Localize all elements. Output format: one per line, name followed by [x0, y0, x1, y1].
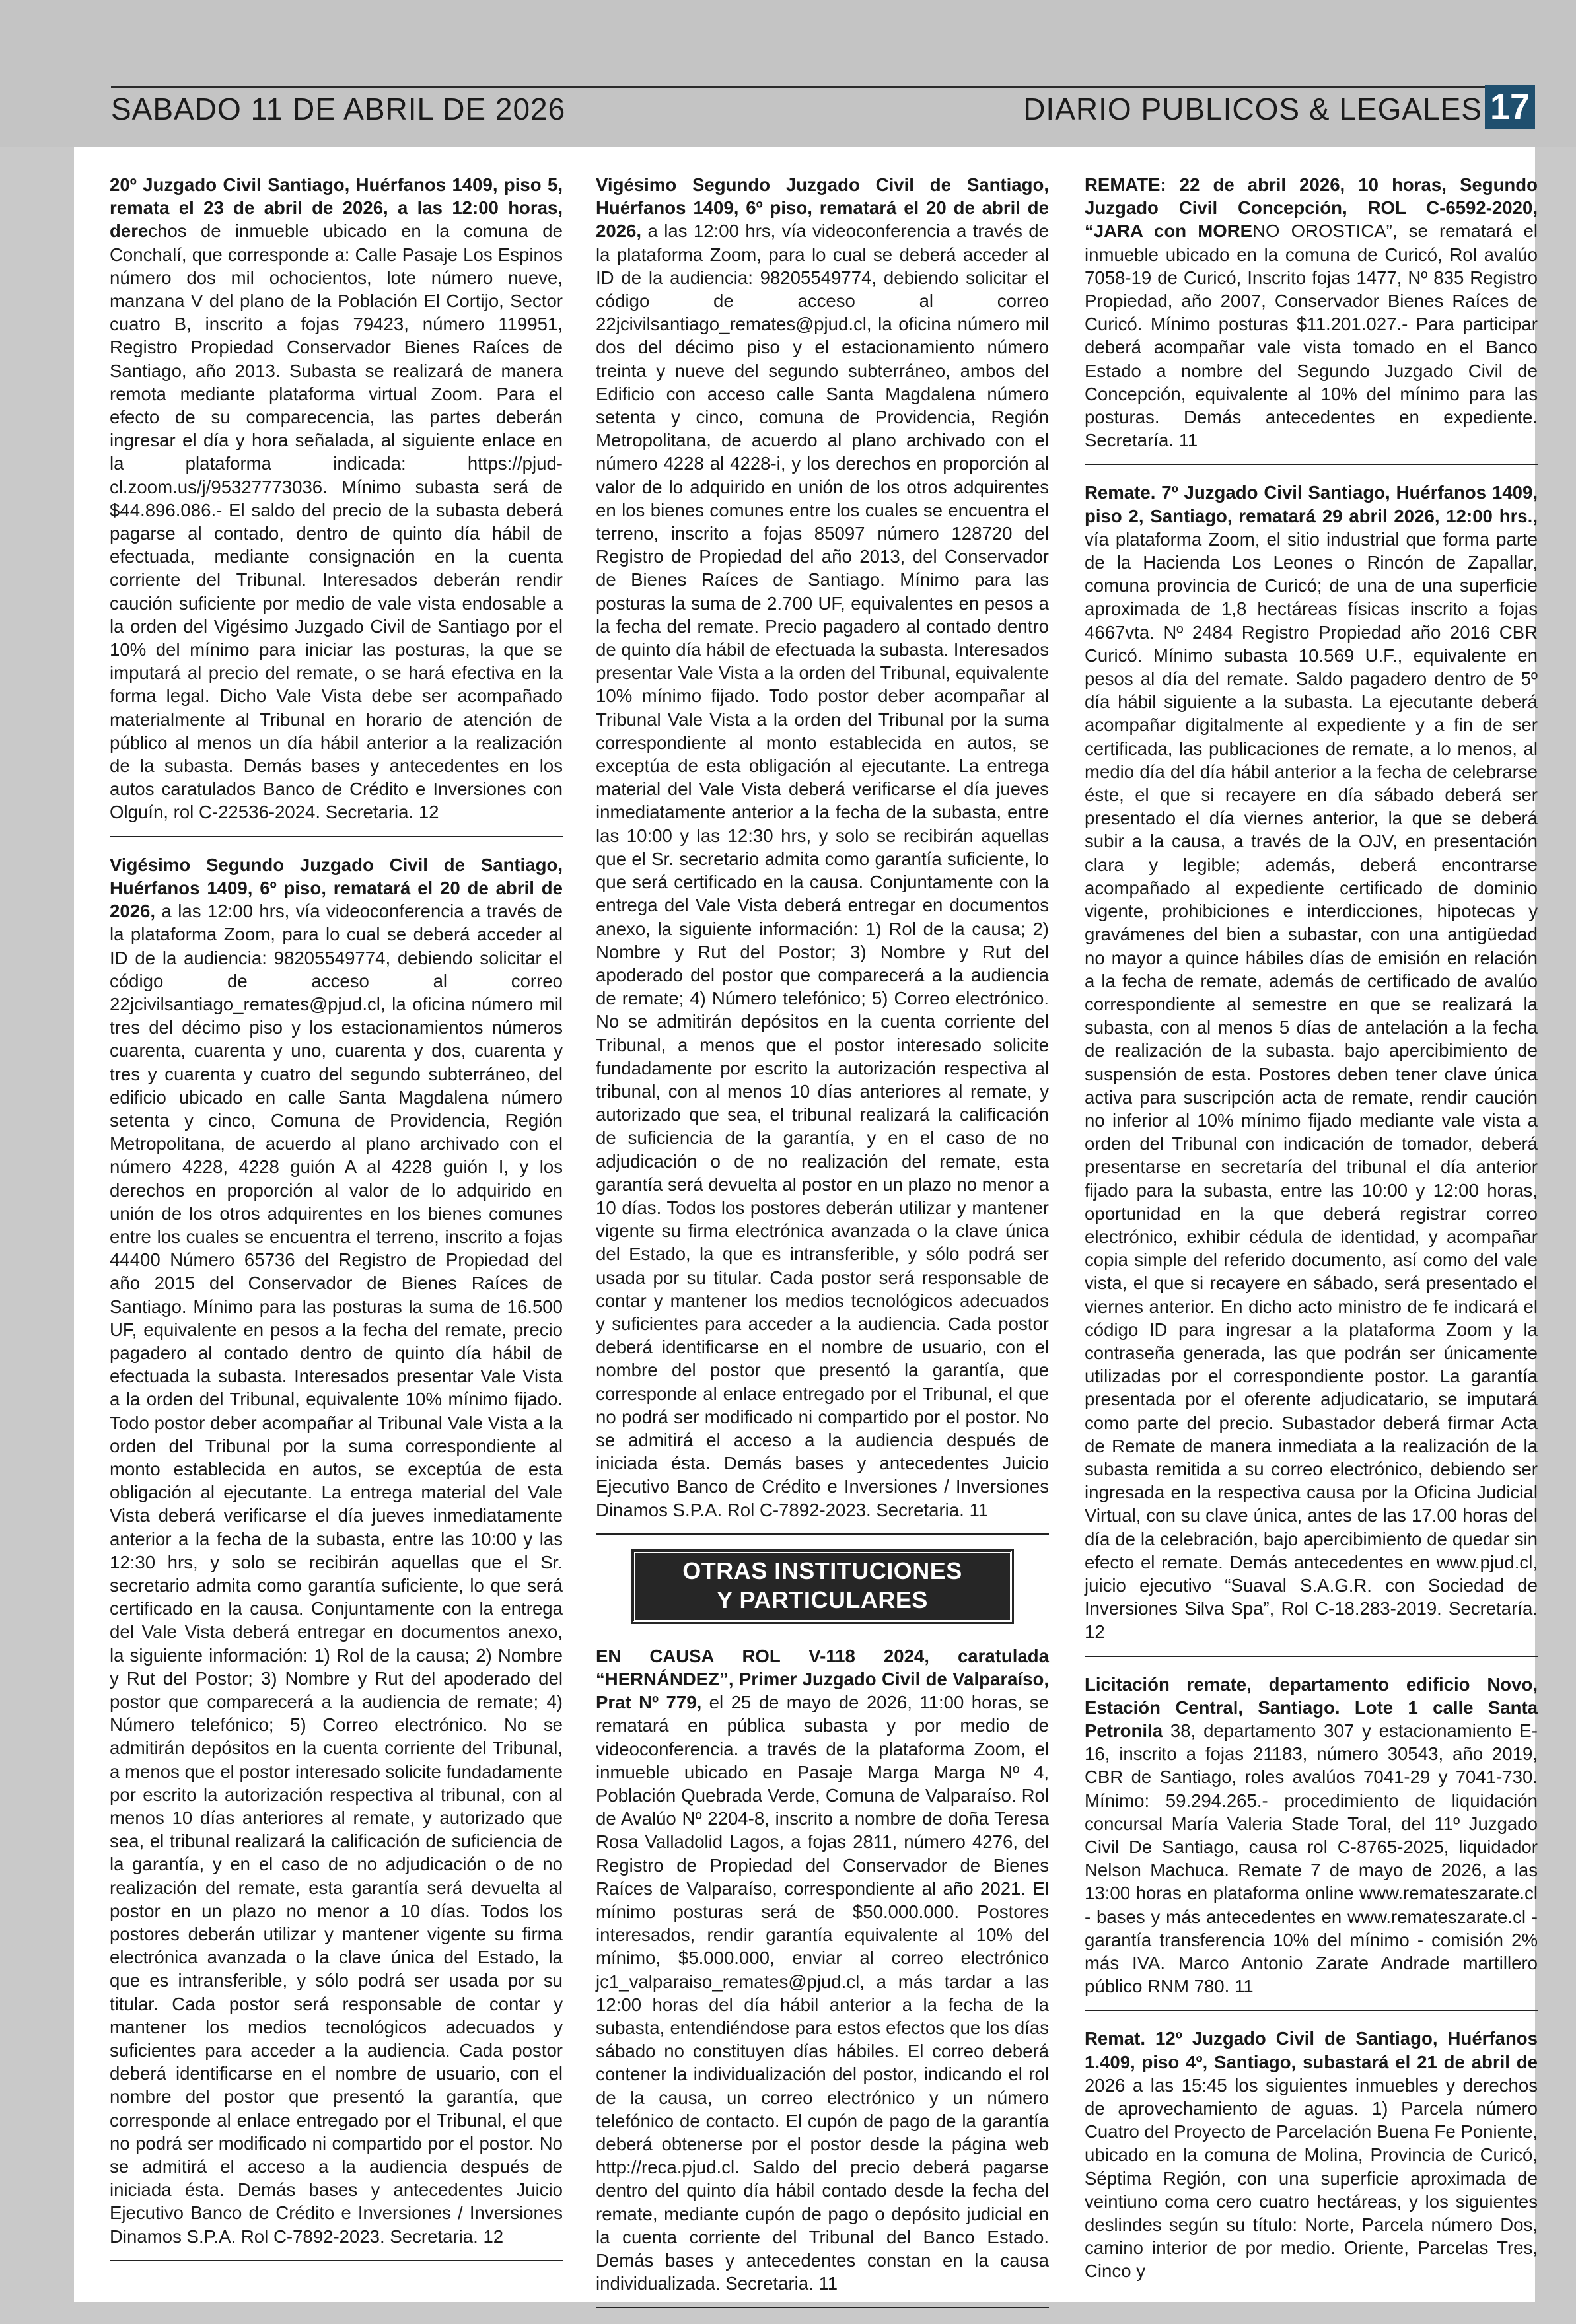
notice-divider	[110, 836, 563, 837]
column-2	[596, 173, 1049, 2324]
notice-body: NO OROSTICA”, se rematará el inmueble ubicado en la comuna de Curicó, Rol avalúo 7058-19 de Curicó, Inscrito fojas 1477, Nº 835 Registro Propiedad, año 2007, Conservador Bienes Raíces de Curicó. Mínimo posturas $11.201.027.- Para participar deberá acompañar vale vista tomado en el Banco Estado a nombre del Segundo Juzgado Civil de Concepción, equivalente al 10% del mínimo para las posturas. Demás antecedentes en expediente. Secretaría. 11	[1085, 221, 1538, 451]
section-title-line1: OTRAS INSTITUCIONES	[682, 1557, 962, 1584]
notice-divider	[1085, 2010, 1538, 2011]
legal-notice	[1085, 173, 1538, 452]
notice-divider	[110, 2260, 563, 2261]
notice-heading: Vigésimo Segundo Juzgado Civil de Santiago, Huérfanos 1409, 6º piso, rematará el 20 de abril de 2026,	[110, 854, 563, 922]
notice-body: a las 12:00 hrs, vía videoconferencia a través de la plataforma Zoom, para lo cual se deberá acceder al ID de la audiencia: 98205549774, debiendo solicitar el código de acceso al correo 22jcivilsantiago_remates@pjud.cl, la oficina número mil dos del décimo piso y el estacionamiento número treinta y nueve del segundo subterráneo, ambos del Edificio con acceso calle Santa Magdalena número setenta y cinco, comuna de Providencia, Región Metropolitana, de acuerdo al plano archivado con el número 4228 al 4228-i, y los derechos en proporción al valor de lo adquirido en unión de los otros adquirentes en los bienes comunes entre los cuales se encuentra el terreno, inscrito a fojas 85097 número 128720 del Registro de Propiedad del año 2013, del Conservador de Bienes Raíces de Santiago. Mínimo para las posturas la suma de 2.700 UF, equivalentes en pesos a la fecha del remate. Precio pagadero al contado dentro de quinto día hábil de efectuada la subasta. Interesados presentar Vale Vista a la orden del Tribunal, equivalente 10% mínimo fijado. Todo postor deber acompañar al Tribunal Vale Vista a la orden del Tribunal por la suma correspondiente al monto establecida en autos, se exceptúa de esta obligación al ejecutante. La entrega material del Vale Vista deberá verificarse el día jueves inmediatamente anterior a la fecha de la subasta, entre las 10:00 y las 12:30 hrs, y solo se recibirán aquellas que el Sr. secretario admita como garantía suficiente, lo que será certificado en la causa. Conjuntamente con la entrega del Vale Vista deberá entregar en documentos anexo, la siguiente información: 1) Rol de la causa; 2) Nombre y Rut del Postor; 3) Nombre y Rut del apoderado del postor que comparecerá a la audiencia de remate; 4) Número telefónico; 5) Correo electrónico. No se admitirán depósitos en la cuenta corriente del Tribunal, a menos que el postor interesado solicite fundadamente por escrito la autorización respectiva al tribunal, con al menos 10 días anteriores al remate, y autorizado que sea, el tribunal realizará la calificación de suficiencia de la garantía, y en el caso de no adjudicación o de no realización del remate, esta garantía será devuelta al postor en un plazo no menor a 10 días. Todos los postores deberán utilizar y mantener vigente su firma electrónica avanzada o la clave única del Estado, la que es intransferible, y sólo podrá ser usada por su titular. Cada postor será responsable de contar y mantener los medios tecnológicos adecuados y suficientes para acceder a la audiencia. Cada postor deberá identificarse en el nombre de usuario, con el nombre del postor que presentó la garantía, que corresponde al enlace entregado por el Tribunal, el que no podrá ser modificado ni compartido por el postor. No se admitirá el acceso a la audiencia después de iniciada ésta. Demás bases y antecedentes Juicio Ejecutivo Banco de Crédito e Inversiones / Inversiones Dinamos S.P.A. Rol C-7892-2023. Secretaria. 11	[596, 221, 1049, 1520]
section-banner	[633, 1551, 1012, 1622]
notice-body: 38, departamento 307 y estacionamiento E-16, inscrito a fojas 21183, número 30543, año 2019, CBR de Santiago, roles avalúos 7041-29 y 7041-730. Mínimo: 59.294.265.- procedimiento de liquidación concursal María Valeria Stade Toral, del 11º Juzgado Civil De Santiago, causa rol C-8765-2025, liquidador Nelson Machuca. Remate 7 de mayo de 2026, a las 13:00 horas en plataforma online www.remateszarate.cl - bases y más antecedentes en www.remateszarate.cl - garantía transferencia 10% del mínimo - comisión 2% más IVA. Marco Antonio Zarate Andrade martillero público RNM 780. 11	[1085, 1720, 1538, 1997]
section-title-line2: Y PARTICULARES	[717, 1586, 928, 1613]
notice-body: chos de inmueble ubicado en la comuna de Conchalí, que corresponde a: Calle Pasaje Los Espinos número dos mil ochocientos, lote número nueve, manzana V del plano de la Población El Cortijo, Sector cuatro B, inscrito a fojas 79423, número 119951, Registro Propiedad Conservador Bienes Raíces de Santiago, año 2013. Subasta se realizará de manera remota mediante plataforma virtual Zoom. Para el efecto de su comparecencia, las partes deberán ingresar el día y hora señalada, al siguiente enlace en la plataforma indicada: https://pjud-cl.zoom.us/j/95327773036. Mínimo subasta será de $44.896.086.- El saldo del precio de la subasta deberá pagarse al contado, dentro de quinto día hábil de efectuada, mediante consignación en la cuenta corriente del Tribunal. Interesados deberán rendir caución suficiente por medio de vale vista endosable a la orden del Vigésimo Juzgado Civil de Santiago por el 10% del mínimo para iniciar las posturas, la que se imputará al precio del remate, o se hará efectiva en la forma legal. Dicho Vale Vista debe ser acompañado materialmente al Tribunal en horario de atención de público al menos un día hábil anterior a la realización de la subasta. Demás bases y antecedentes en los autos caratulados Banco de Crédito e Inversiones con Olguín, rol C-22536-2024. Secretaria. 12	[110, 221, 563, 823]
notice-heading: EN CAUSA ROL V-118 2024, caratulada “HERNÁNDEZ”, Primer Juzgado Civil de Valparaíso, Prat Nº 779,	[596, 1645, 1049, 1713]
notice-divider	[1085, 1656, 1538, 1657]
notice-body: vía plataforma Zoom, el sitio industrial que forma parte de la Hacienda Los Leones o Rincón de Zapallar, comuna provincia de Curicó; de una de una superficie aproximada de 1,8 hectáreas físicas inscrito a fojas 4667vta. Nº 2484 Registro Propiedad año 2016 CBR Curicó. Mínimo subasta 10.569 U.F., equivalente en pesos al día del remate. Saldo pagadero dentro de 5º día hábil siguiente a la subasta. La ejecutante deberá acompañar digitalmente al expediente y a fin de ser certificada, las publicaciones de remate, a lo menos, al medio día del día hábil anterior a la fecha de celebrarse éste, el que si recayere en día sábado deberá ser presentado el día viernes anterior, la que se deberá subir a la causa, a través de la OJV, en presentación clara y legible; además, deberá encontrarse acompañado al expediente certificado de dominio vigente, prohibiciones e interdicciones, hipotecas y gravámenes del bien a subastar, con una antigüedad no mayor a quince hábiles días de emisión en relación a la fecha de remate, además de certificado de avalúo correspondiente al semestre en que se realizará la subasta, con al menos 5 días de antelación a la fecha de realización de la subasta. bajo apercibimiento de suspensión de esta. Postores deben tener clave única activa para suscripción acta de remate, rendir caución no inferior al 10% mínimo fijado mediante vale vista a orden del Tribunal con indicación de tomador, deberá presentarse en secretaría del tribunal el día anterior fijado para la subasta, entre las 10:00 y 12:00 horas, oportunidad en la que deberá registrar correo electrónico, exhibir cédula de identidad, y acompañar copia simple del referido documento, así como del vale vista, el que si recayere en sábado, será presentado el viernes anterior. En dicho acto ministro de fe indicará el código ID para ingresar a la plataforma Zoom y la contraseña generada, las que podrán ser únicamente utilizadas por el correspondiente postor. La garantía presentada por el oferente adjudicatario, se imputará como parte del precio. Subastador deberá firmar Acta de Remate de manera inmediata a la realización de la subasta remitida a su correo electrónico, debiendo ser ingresada en la respectiva causa por la Oficina Judicial Virtual, con su clave única, antes de las 17.00 horas del día de la celebración, bajo apercibimiento de quedar sin efecto el remate. Demás antecedentes en www.pjud.cl, juicio ejecutivo “Suaval S.A.G.R. con Sociedad de Inversiones Silva Spa”, Rol C-18.283-2019. Secretaría. 12	[1085, 528, 1538, 1642]
legal-notice	[110, 853, 563, 2248]
legal-notice	[1085, 2027, 1538, 2282]
notice-heading: Remat. 12º Juzgado Civil de Santiago, Huérfanos 1.409, piso 4º, Santiago, subastará el 21 de abril de	[1085, 2028, 1538, 2072]
column-3	[1085, 173, 1538, 2283]
notice-divider	[1085, 464, 1538, 465]
page-number: 17	[1485, 85, 1535, 129]
legal-notice	[1085, 1673, 1538, 1998]
notice-heading: Remate. 7º Juzgado Civil Santiago, Huérfanos 1409, piso 2, Santiago, rematará 29 abril 2026, 12:00 hrs.,	[1085, 482, 1538, 526]
legal-notice	[596, 1644, 1049, 2296]
column-1	[110, 173, 563, 2277]
notice-divider	[596, 1533, 1049, 1535]
notice-body: el 25 de mayo de 2026, 11:00 horas, se rematará en pública subasta y por medio de videoconferencia. a través de la plataforma Zoom, el inmueble ubicado en Pasaje Marga Marga Nº 4, Población Quebrada Verde, Comuna de Valparaíso. Rol de Avalúo Nº 2204-8, inscrito a nombre de doña Teresa Rosa Valladolid Lagos, a fojas 2811, número 4276, del Registro de Propiedad del Conservador de Bienes Raíces de Valparaíso, correspondiente al año 2021. El mínimo posturas será de $50.000.000. Postores interesados, rendir garantía equivalente al 10% del mínimo, $5.000.000, enviar al correo electrónico jc1_valparaiso_remates@pjud.cl, a más tardar a las 12:00 horas del día hábil anterior a la fecha de la subasta, entendiéndose para estos efectos que los días sábado no constituyen días hábiles. El correo deberá contener la individualización del postor, indicando el rol de la causa, un correo electrónico y un número telefónico de contacto. El cupón de pago de la garantía deberá obtenerse por el postor desde la página web http://reca.pjud.cl. Saldo del precio deberá pagarse dentro del quinto día hábil contado desde la fecha del remate, mediante cupón de pago o depósito judicial en la cuenta corriente del Tribunal del Banco Estado. Demás bases y antecedentes constan en la causa individualizada. Secretaria. 11	[596, 1692, 1049, 2294]
legal-notice	[596, 173, 1049, 1522]
notice-heading: 20º Juzgado Civil Santiago, Huérfanos 1409, piso 5, remata el 23 de abril de 2026, a las 12:00 horas, dere	[110, 174, 563, 242]
header-paper-name: DIARIO PUBLICOS & LEGALES	[1023, 92, 1482, 126]
notice-divider	[596, 2307, 1049, 2308]
notice-heading: Vigésimo Segundo Juzgado Civil de Santiago, Huérfanos 1409, 6º piso, rematará el 20 de abril de 2026,	[596, 174, 1049, 242]
header-date: SABADO 11 DE ABRIL DE 2026	[111, 92, 566, 126]
header-rule	[111, 86, 1486, 88]
page-header	[0, 0, 1576, 147]
legal-notice	[110, 173, 563, 824]
legal-notice	[1085, 481, 1538, 1643]
notice-heading: REMATE: 22 de abril 2026, 10 horas, Segundo Juzgado Civil Concepción, ROL C-6592-2020, “JARA con MORE	[1085, 174, 1538, 242]
notice-heading: Licitación remate, departamento edificio Novo, Estación Central, Santiago. Lote 1 calle Santa Petronila	[1085, 1673, 1538, 1741]
notice-body: 2026 a las 15:45 los siguientes inmuebles y derechos de aprovechamiento de aguas. 1) Parcela número Cuatro del Proyecto de Parcelación Buena Fe Poniente, ubicado en la comuna de Molina, Provincia de Curicó, Séptima Región, con una superficie aproximada de veintiuno coma cero cuatro hectáreas, y los siguientes deslindes según su título: Norte, Parcela número Dos, camino interior de por medio. Oriente, Parcelas Tres, Cinco y	[1085, 2074, 1538, 2282]
notice-body: a las 12:00 hrs, vía videoconferencia a través de la plataforma Zoom, para lo cual se deberá acceder al ID de la audiencia: 98205549774, debiendo solicitar el código de acceso al correo 22jcivilsantiago_remates@pjud.cl, la oficina número mil tres del décimo piso y los estacionamientos números cuarenta, cuarenta y uno, cuarenta y dos, cuarenta y tres y cuarenta y cuatro del segundo subterráneo, del edificio ubicado en calle Santa Magdalena número setenta y cinco, Comuna de Providencia, Región Metropolitana, de acuerdo al plano archivado con el número 4228, 4228 guión A al 4228 guión I, y los derechos en proporción al valor de lo adquirido en unión de los otros adquirentes en los bienes comunes entre los cuales se encuentra el terreno, inscrito a fojas 44400 Número 65736 del Registro de Propiedad del año 2015 del Conservador de Bienes Raíces de Santiago. Mínimo para las posturas la suma de 16.500 UF, equivalente en pesos a la fecha del remate, precio pagadero al contado dentro de quinto día hábil de efectuada la subasta. Interesados presentar Vale Vista a la orden del Tribunal, equivalente 10% mínimo fijado. Todo postor deber acompañar al Tribunal Vale Vista a la orden del Tribunal por la suma correspondiente al monto establecida en autos, se exceptúa de esta obligación al ejecutante. La entrega material del Vale Vista deberá verificarse el día jueves inmediatamente anterior a la fecha de la subasta, entre las 10:00 y las 12:30 hrs, y solo se recibirán aquellas que el Sr. secretario admita como garantía suficiente, lo que será certificado en la causa. Conjuntamente con la entrega del Vale Vista deberá entregar en documentos anexo, la siguiente información: 1) Rol de la causa; 2) Nombre y Rut del Postor; 3) Nombre y Rut del apoderado del postor que comparecerá a la audiencia de remate; 4) Número telefónico; 5) Correo electrónico. No se admitirán depósitos en la cuenta corriente del Tribunal, a menos que el postor interesado solicite fundadamente por escrito la autorización respectiva al tribunal, con al menos 10 días anteriores al remate, y autorizado que sea, el tribunal realizará la calificación de suficiencia de la garantía, y en el caso de no adjudicación o de no realización del remate, esta garantía será devuelta al postor en un plazo no menor a 10 días. Todos los postores deberán utilizar y mantener vigente su firma electrónica avanzada o la clave única del Estado, la que es intransferible, y sólo podrá ser usada por su titular. Cada postor será responsable de contar y mantener los medios tecnológicos adecuados y suficientes para acceder a la audiencia. Cada postor deberá identificarse en el nombre de usuario, con el nombre del postor que presentó la garantía, que corresponde al enlace entregado por el Tribunal, el que no podrá ser modificado ni compartido por el postor. No se admitirá el acceso a la audiencia después de iniciada ésta. Demás bases y antecedentes Juicio Ejecutivo Banco de Crédito e Inversiones / Inversiones Dinamos S.P.A. Rol C-7892-2023. Secretaria. 12	[110, 901, 563, 2247]
